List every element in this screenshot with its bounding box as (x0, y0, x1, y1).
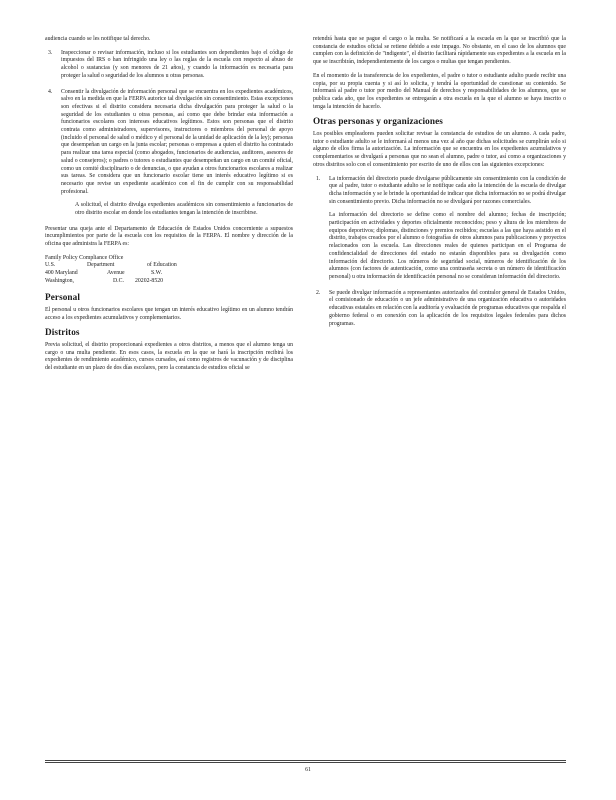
list-number: 1. (316, 175, 321, 182)
address-part: 400 Maryland (45, 270, 78, 277)
section-heading-personal: Personal (45, 292, 80, 303)
directory-definition: La información del directorio se define como el nombre del alumno; fechas de inscripción; participación en actividades y deportes oficialmente reconocidos; peso y altura de los miembros de equipos deportivos; diplomas, distinciones y premios recibidos; escuelas a las que haya asistido en el distrito, trabajos creados por el alumno o fotografías de otros alumnos para publicaciones y proyectos relacionados con la escuela. Las direcciones reales de quienes participan en el Programa de confidencialidad de direcciones del estado no estarán disponibles para su divulgación como información del directorio. Los números de seguridad social, números de identificación de los alumnos (con factores de autenticación, como una contraseña secreta o un número de identificación personal) u otra información de identificación personal no se consideran información del directorio. (329, 212, 566, 280)
address-part: D.C. (113, 277, 124, 284)
right-column (313, 36, 566, 336)
address-part: Avenue (107, 270, 125, 277)
list-number: 3. (48, 49, 53, 56)
complaint-paragraph: Presentar una queja ante el Departamento de Educación de Estados Unidos concerniente a supuestos incumplimientos por parte de la escuela con los requisitos de la FERPA. El nombre y dirección de la oficina que administra la FERPA es: (45, 225, 293, 248)
address-line-3 (45, 270, 293, 278)
section-heading-otras: Otras personas y organizaciones (313, 116, 443, 127)
distritos-paragraph: Previa solicitud, el distrito proporcionará expedientes a otros distritos, a menos que el alumno tenga un cargo o una multa pendiente. En esos casos, la escuela en la que se hará la inscripción recibirá los expedientes de rendimiento académico, cursos cursados, así como registros de vacunación y de disciplina del estudiante en un plazo de dos días escolares, pero la constancia de estudios oficial se (45, 342, 293, 372)
footer-rule-top (45, 760, 566, 761)
transfer-paragraph: En el momento de la transferencia de los expedientes, el padre o tutor o estudiante adulto puede recibir una copia, por su propia cuenta y si así lo solicita, y tendrá la oportunidad de cuestionar su contenido. Se informará al padre o tutor por medio del Manual de derechos y responsabilidades de los alumnos, que se publica cada año, que los expedientes se entregarán a otra escuela en la que el alumno se haya inscrito o tenga la intención de hacerlo. (313, 72, 566, 110)
address-part: S.W. (151, 270, 163, 277)
address-part: U.S. (45, 262, 56, 269)
section-heading-distritos: Distritos (45, 327, 80, 338)
address-part: Washington, (45, 277, 74, 284)
intro-line: audiencia cuando se les notifique tal derecho. (45, 36, 151, 42)
otras-paragraph: Los posibles empleadores pueden solicitar revisar la constancia de estudios de un alumno. A cada padre, tutor o estudiante adulto se le informará al menos una vez al año que dichas solicitudes se cumplirán solo si alguno de ellos firma la autorización. La información que se encuentra en los expedientes acumulativos y complementarios se divulgará a personas que no sean el alumno, padre o tutor, así como a organizaciones y otros distritos solo con el consentimiento por escrito de uno de ellos con las siguientes excepciones: (313, 131, 566, 168)
list-item-text: Consentir la divulgación de información personal que se encuentra en los expedientes académicos, salvo en la medida en que la FERPA autorice tal divulgación sin consentimiento. Estas excepciones son efectivas si el distrito considera necesaria dicha divulgación para proteger la salud o la seguridad de los estudiantes u otras personas, así como que debe brindar esta información a funcionarios escolares con intereses educativos legítimos. Estos son personas que el distrito contrata como administradores, supervisores, instructores o miembros del personal de apoyo (incluido el personal de salud o médico y el personal de la unidad de aplicación de la ley); personas que desempeñan un cargo en la junta escolar; personas o empresas a quien el distrito ha contratado para realizar una tarea especial (como abogados, funcionarios de audiencias, auditores, asesores de salud o consejeros); o padres o tutores o estudiantes que desempeñan un cargo en un comité oficial, como un comité disciplinario o de denuncias, o que ayudan a otros funcionarios escolares a realizar sus tareas. Se considera que un funcionario escolar tiene un interés educativo legítimo si es necesario que revise un expediente académico con el fin de cumplir con su responsabilidad profesional. (61, 88, 293, 195)
list-item-1 (313, 176, 566, 282)
address-line-1: Family Policy Compliance Office (45, 254, 124, 261)
list-item-text: Se puede divulgar información a representantes autorizados del contralor general de Estados Unidos, el comisionado de educación o un jefe administrativo de una organización educativa o autoridades educativas estatales en relación con la auditoría y evaluación de programas educativos que respalda el gobierno federal o en conexión con la aplicación de los requisitos legales federales para dichos programas. (329, 289, 566, 327)
continuation-paragraph: retendrá hasta que se pague el cargo o la multa. Se notificará a la escuela en la que se inscribió que la constancia de estudios oficial se retiene debido a este impago. No obstante, en el caso de los alumnos que cumplen con la definición de "indigente", el distrito facilitará rápidamente sus expedientes a la escuela en la que se inscribirán, independientemente de los cargos o multas que tengan pendientes. (313, 36, 566, 66)
address-part: Department (87, 262, 115, 269)
address-line-2 (45, 262, 293, 270)
list-item-3 (45, 50, 293, 81)
left-column (45, 36, 293, 379)
list-number: 2. (316, 289, 321, 296)
list-item-4 (45, 89, 293, 218)
list-item-text: Inspeccionar o revisar información, incluso si los estudiantes son dependientes bajo el código de impuestos del IRS o han infringido una ley o las reglas de la escuela con respecto al abuso de alcohol o sustancias (y son menores de 21 años), y cuando la información es necesaria para proteger la salud o seguridad de los alumnos u otras personas. (61, 49, 293, 79)
list-number: 4. (48, 88, 53, 95)
page-number: 61 (305, 767, 311, 773)
list-item-followup: A solicitud, el distrito divulga expedientes académicos sin consentimiento a funcionarios de otro distrito escolar en donde los estudiantes tengan la intención de inscribirse. (75, 202, 293, 217)
personal-paragraph: El personal u otros funcionarios escolares que tengan un interés educativo legítimo en un alumno tendrán acceso a los expedientes acumulativos y complementarios. (45, 306, 293, 321)
footer-rule-bottom (45, 762, 566, 763)
list-item-2 (313, 290, 566, 329)
address-part: of Education (147, 262, 177, 269)
address-part: 20202-8520 (135, 277, 164, 284)
ferpa-office-address (45, 255, 293, 285)
address-line-4 (45, 278, 293, 286)
list-item-text: La información del directorio puede divulgarse públicamente sin consentimiento con la condición de que al padre, tutor o estudiante adulto se le notifique cada año la intención de la escuela de divulgar dicha información y se le brinde la oportunidad de indicar que dicha información no se podrá divulgar sin consentimiento previo. Dicha información no se divulgará por razones comerciales. (329, 175, 566, 205)
